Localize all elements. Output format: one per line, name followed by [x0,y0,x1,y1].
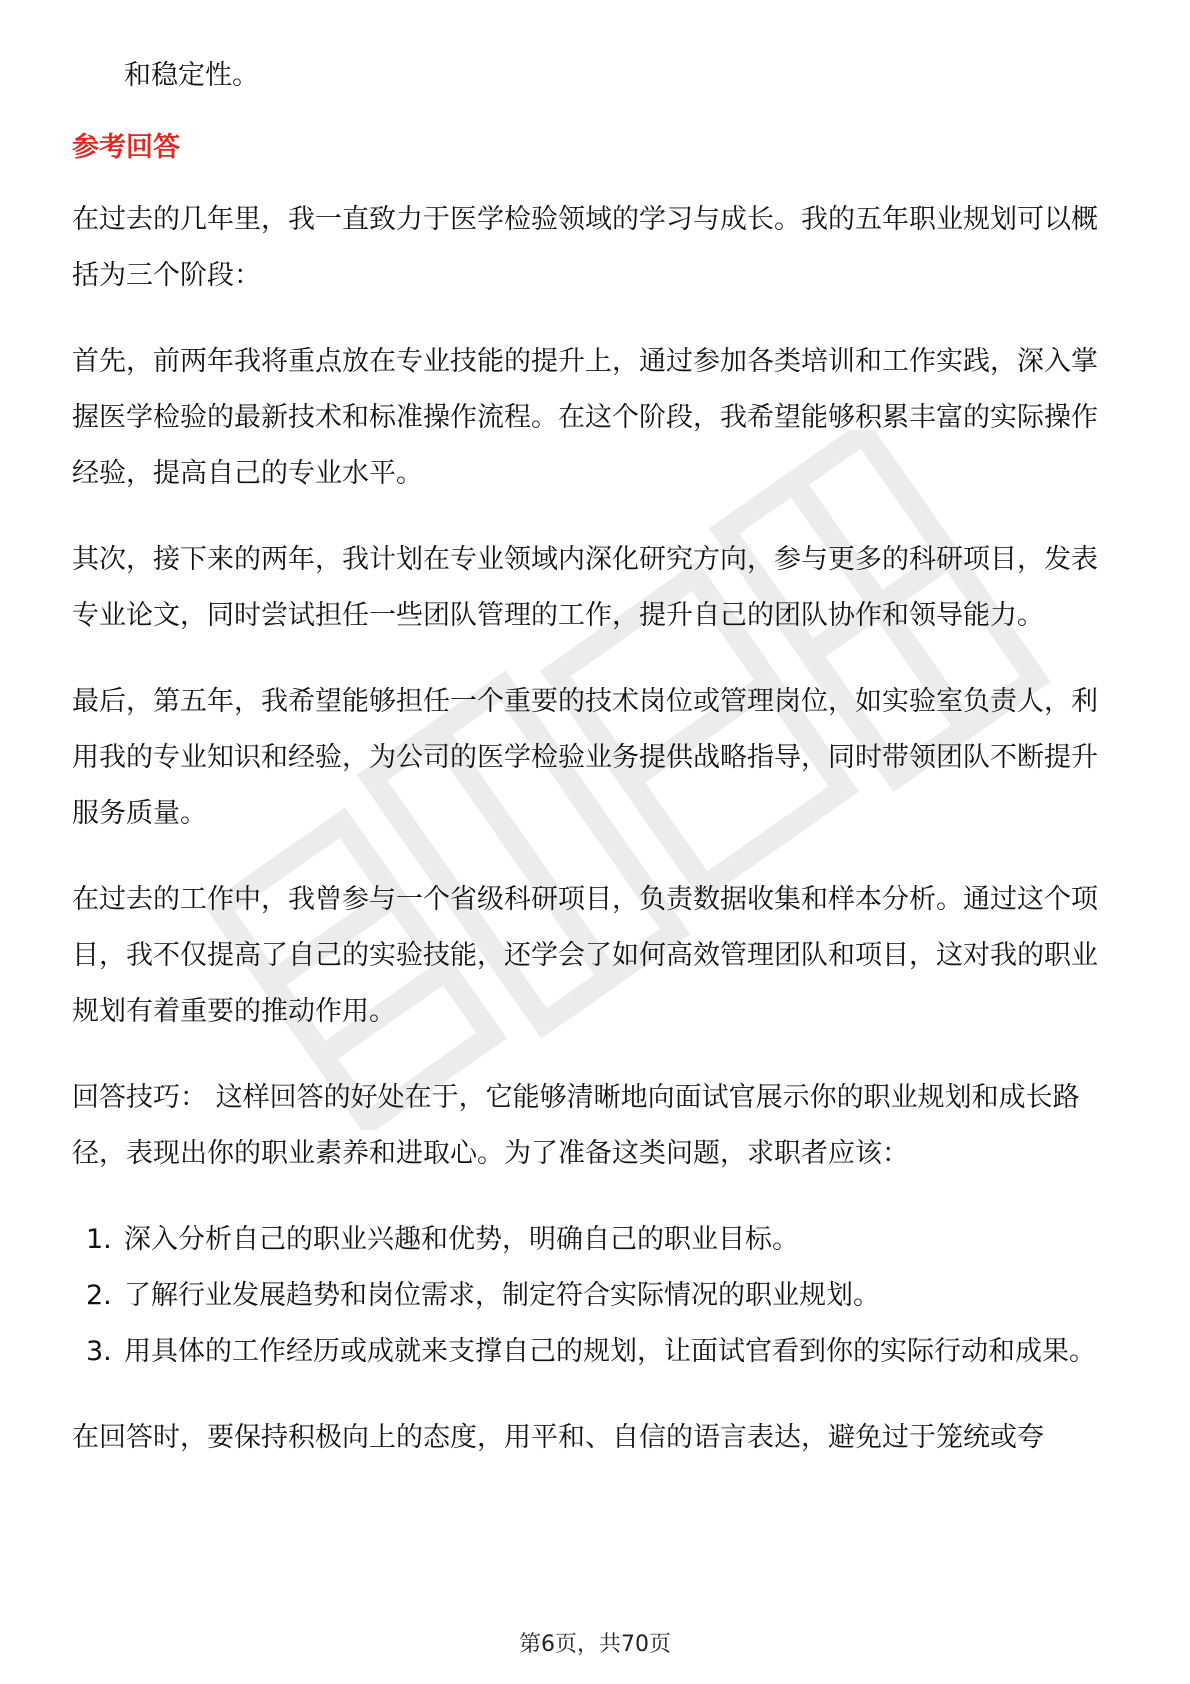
paragraph-closing: 在回答时，要保持积极向上的态度，用平和、自信的语言表达，避免过于笼统或夸 [72,1422,1044,1453]
list-item [72,1268,1122,1324]
list-item [72,1324,1122,1380]
list-item-text: 用具体的工作经历或成就来支撑自己的规划，让面试官看到你的实际行动和成果。 [124,1336,1096,1367]
list-number: 1. [86,1224,112,1255]
section-title: 参考回答 [72,132,180,163]
paragraph-experience: 在过去的工作中，我曾参与一个省级科研项目，负责数据收集和样本分析。通过这个项目，我不仅提高了自己的实验技能，还学会了如何高效管理团队和项目，这对我的职业规划有着重要的推动作用。 [72,884,1098,1027]
paragraph-first-stage: 首先，前两年我将重点放在专业技能的提升上，通过参加各类培训和工作实践，深入掌握医学检验的最新技术和标准操作流程。在这个阶段，我希望能够积累丰富的实际操作经验，提高自己的专业水平。 [72,346,1098,489]
page-number-footer: 第6页，共70页 [519,1632,671,1657]
paragraph-intro: 在过去的几年里，我一直致力于医学检验领域的学习与成长。我的五年职业规划可以概括为三个阶段： [72,204,1098,291]
tips-list [72,1212,1122,1380]
paragraph-second-stage: 其次，接下来的两年，我计划在专业领域内深化研究方向，参与更多的科研项目，发表专业论文，同时尝试担任一些团队管理的工作，提升自己的团队协作和领导能力。 [72,544,1098,631]
paragraph-final-stage: 最后，第五年，我希望能够担任一个重要的技术岗位或管理岗位，如实验室负责人，利用我的专业知识和经验，为公司的医学检验业务提供战略指导，同时带领团队不断提升服务质量。 [72,686,1098,829]
list-number: 3. [86,1336,112,1367]
list-number: 2. [86,1280,112,1311]
list-item [72,1212,1122,1268]
list-item-text: 了解行业发展趋势和岗位需求，制定符合实际情况的职业规划。 [124,1280,880,1311]
continued-text: 和稳定性。 [124,60,259,91]
paragraph-tips-intro: 回答技巧： 这样回答的好处在于，它能够清晰地向面试官展示你的职业规划和成长路径，表现出你的职业素养和进取心。为了准备这类问题，求职者应该： [72,1082,1080,1169]
document-body [72,48,1122,1496]
list-item-text: 深入分析自己的职业兴趣和优势，明确自己的职业目标。 [124,1224,799,1255]
